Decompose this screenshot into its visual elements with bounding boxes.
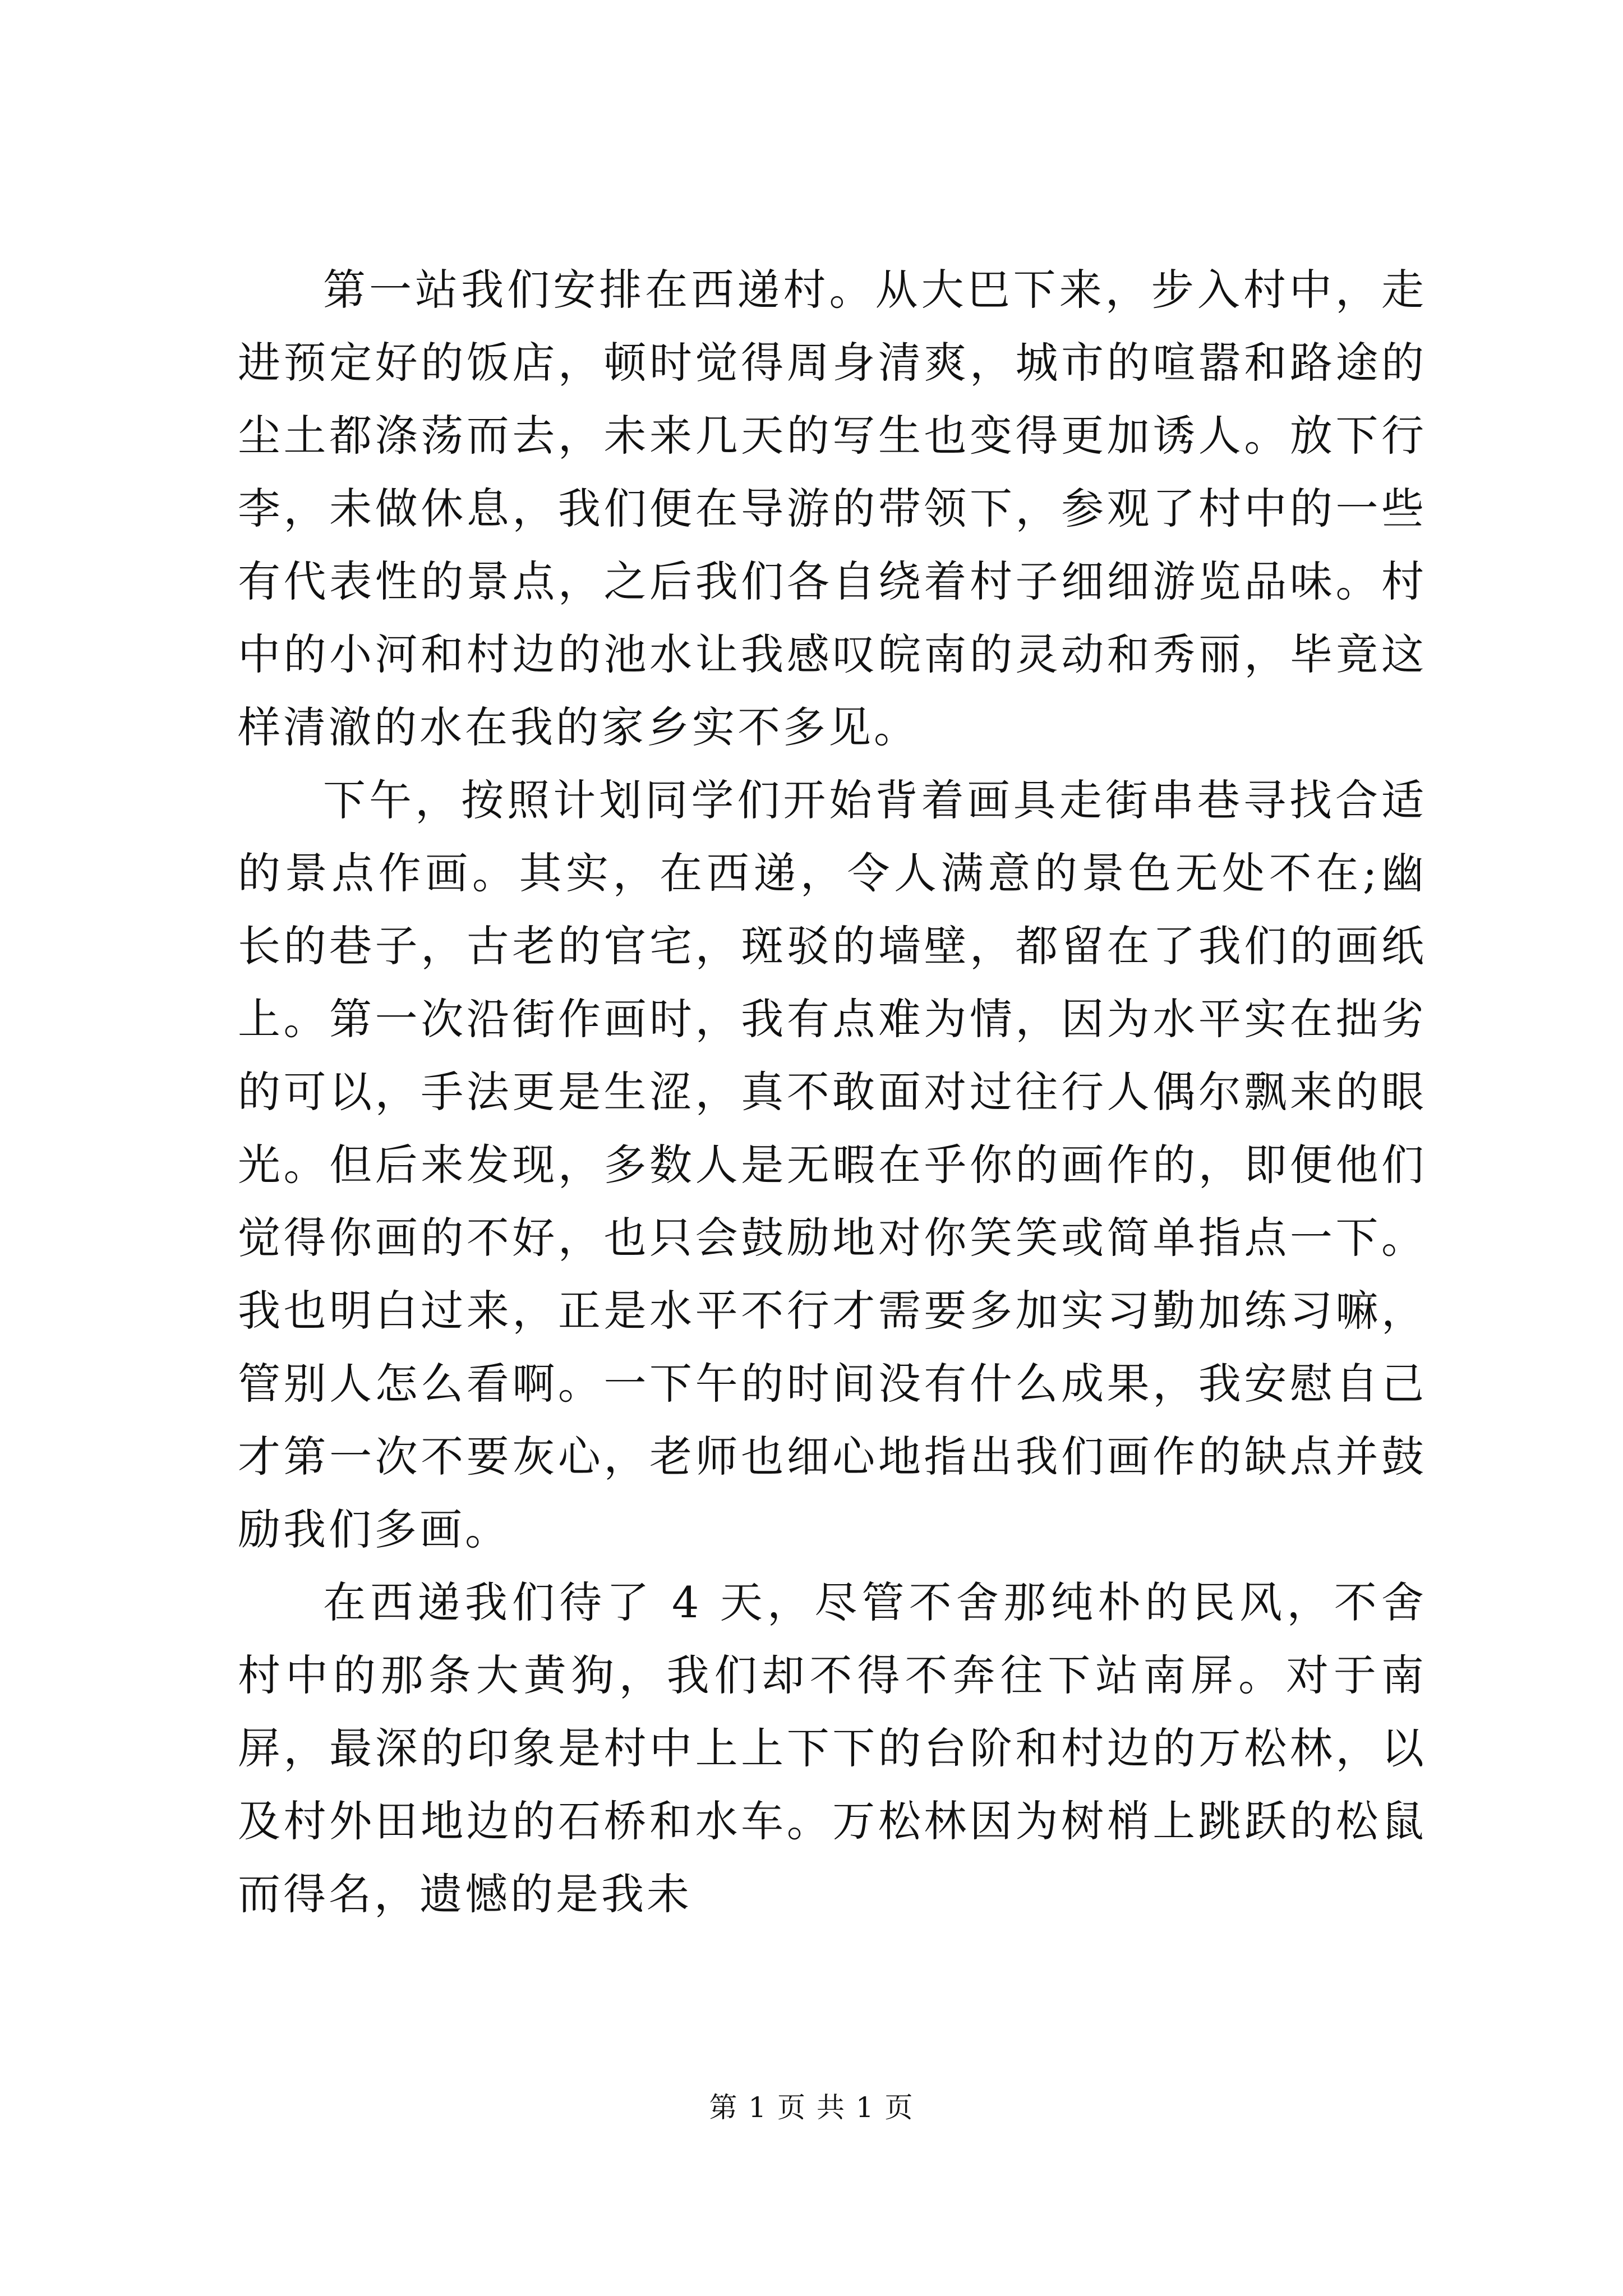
page-footer: 第 1 页 共 1 页 [709, 2091, 914, 2124]
paragraph-xidi-arrival: 第一站我们安排在西递村。从大巴下来，步入村中，走进预定好的饭店，顿时觉得周身清爽，城市的喧嚣和路途的尘土都涤荡而去，未来几天的写生也变得更加诱人。放下行李，未做休息，我们便在导游的带领下，参观了村中的一些有代表性的景点，之后我们各自绕着村子细细游览品味。村中的小河和村边的池水让我感叹皖南的灵动和秀丽，毕竟这样清澈的水在我的家乡实不多见。 [238, 265, 1427, 752]
paragraph-nanping: 在西递我们待了 4 天，尽管不舍那纯朴的民风，不舍村中的那条大黄狗，我们却不得不奔往下站南屏。对于南屏，最深的印象是村中上上下下的台阶和村边的万松林，以及村外田地边的石桥和水车。万松林因为树梢上跳跃的松鼠而得名，遗憾的是我未 [238, 1577, 1427, 1919]
document-body [238, 254, 1427, 1931]
paragraph-afternoon-sketching: 下午，按照计划同学们开始背着画具走街串巷寻找合适的景点作画。其实，在西递，令人满意的景色无处不在;幽长的巷子，古老的官宅，斑驳的墙壁，都留在了我们的画纸上。第一次沿街作画时，我有点难为情，因为水平实在拙劣的可以，手法更是生涩，真不敢面对过往行人偶尔飘来的眼光。但后来发现，多数人是无暇在乎你的画作的，即便他们觉得你画的不好，也只会鼓励地对你笑笑或简单指点一下。我也明白过来，正是水平不行才需要多加实习勤加练习嘛，管别人怎么看啊。一下午的时间没有什么成果，我安慰自己才第一次不要灰心，老师也细心地指出我们画作的缺点并鼓励我们多画。 [238, 775, 1427, 1554]
